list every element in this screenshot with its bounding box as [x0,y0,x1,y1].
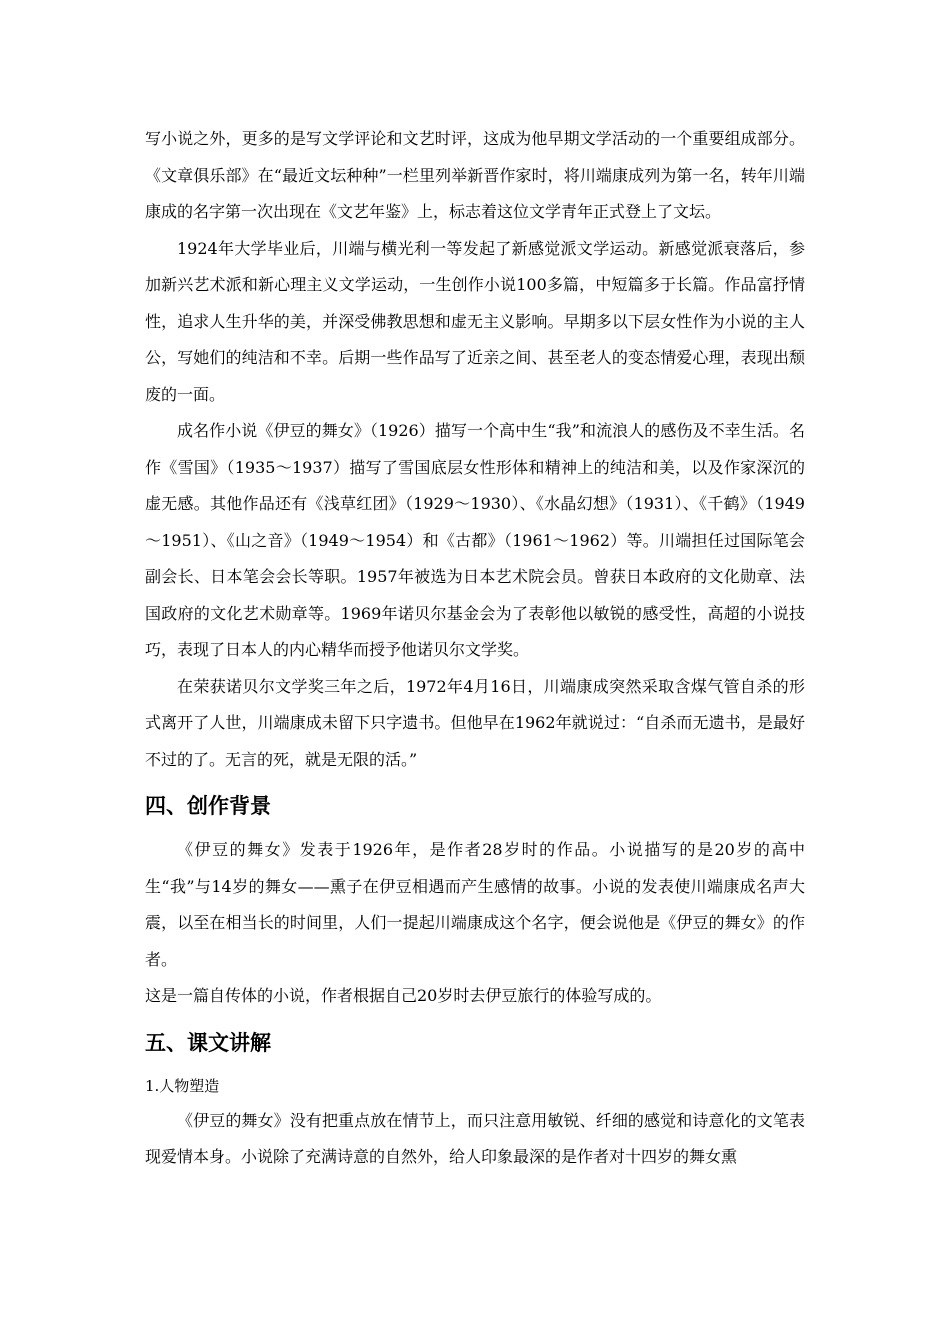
subheading-characterization: 1.人物塑造 [145,1076,220,1095]
section-heading-text-explanation: 五、课文讲解 [145,1030,271,1055]
document-page [145,121,805,1176]
paragraph-background: 《伊豆的舞女》发表于1926年，是作者28岁时的作品。小说描写的是20岁的高中生“我”与14岁的舞女——熏子在伊豆相遇而产生感情的故事。小说的发表使川端康成名声大震，以至在相当长的时间里，人们一提起川端康成这个名字，便会说他是《伊豆的舞女》的作者。 [145,840,805,969]
paragraph-new-sensation-school: 1924年大学毕业后，川端与横光利一等发起了新感觉派文学运动。新感觉派衰落后，参加新兴艺术派和新心理主义文学运动，一生创作小说100多篇，中短篇多于长篇。作品富抒情性，追求人生升华的美，并深受佛教思想和虚无主义影响。早期多以下层女性作为小说的主人公，写她们的纯洁和不幸。后期一些作品写了近亲之间、甚至老人的变态情爱心理，表现出颓废的一面。 [145,238,805,404]
paragraph-death: 在荣获诺贝尔文学奖三年之后，1972年4月16日，川端康成突然采取含煤气管自杀的形式离开了人世，川端康成未留下只字遗书。但他早在1962年就说过：“自杀而无遗书，是最好不过的了。无言的死，就是无限的活。” [145,676,805,769]
paragraph-autobiographical: 这是一篇自传体的小说，作者根据自己20岁时去伊豆旅行的体验写成的。 [145,986,662,1005]
paragraph-characterization: 《伊豆的舞女》没有把重点放在情节上，而只注意用敏锐、纤细的感觉和诗意化的文笔表现爱情本身。小说除了充满诗意的自然外，给人印象最深的是作者对十四岁的舞女熏 [145,1110,805,1166]
paragraph-continued: 写小说之外，更多的是写文学评论和文艺时评，这成为他早期文学活动的一个重要组成部分。《文章俱乐部》在“最近文坛种种”一栏里列举新晋作家时，将川端康成列为第一名，转年川端康成的名字第一次出现在《文艺年鉴》上，标志着这位文学青年正式登上了文坛。 [145,129,805,221]
paragraph-major-works: 成名作小说《伊豆的舞女》（1926）描写一个高中生“我”和流浪人的感伤及不幸生活。名作《雪国》（1935～1937）描写了雪国底层女性形体和精神上的纯洁和美，以及作家深沉的虚无感。其他作品还有《浅草红团》（1929～1930）、《水晶幻想》（1931）、《千鹤》（1949～1951）、《山之音》（1949～1954）和《古都》（1961～1962）等。川端担任过国际笔会副会长、日本笔会会长等职。1957年被选为日本艺术院会员。曾获日本政府的文化勋章、法国政府的文化艺术勋章等。1969年诺贝尔基金会为了表彰他以敏锐的感受性，高超的小说技巧，表现了日本人的内心精华而授予他诺贝尔文学奖。 [145,421,805,659]
section-heading-background: 四、创作背景 [145,794,271,818]
